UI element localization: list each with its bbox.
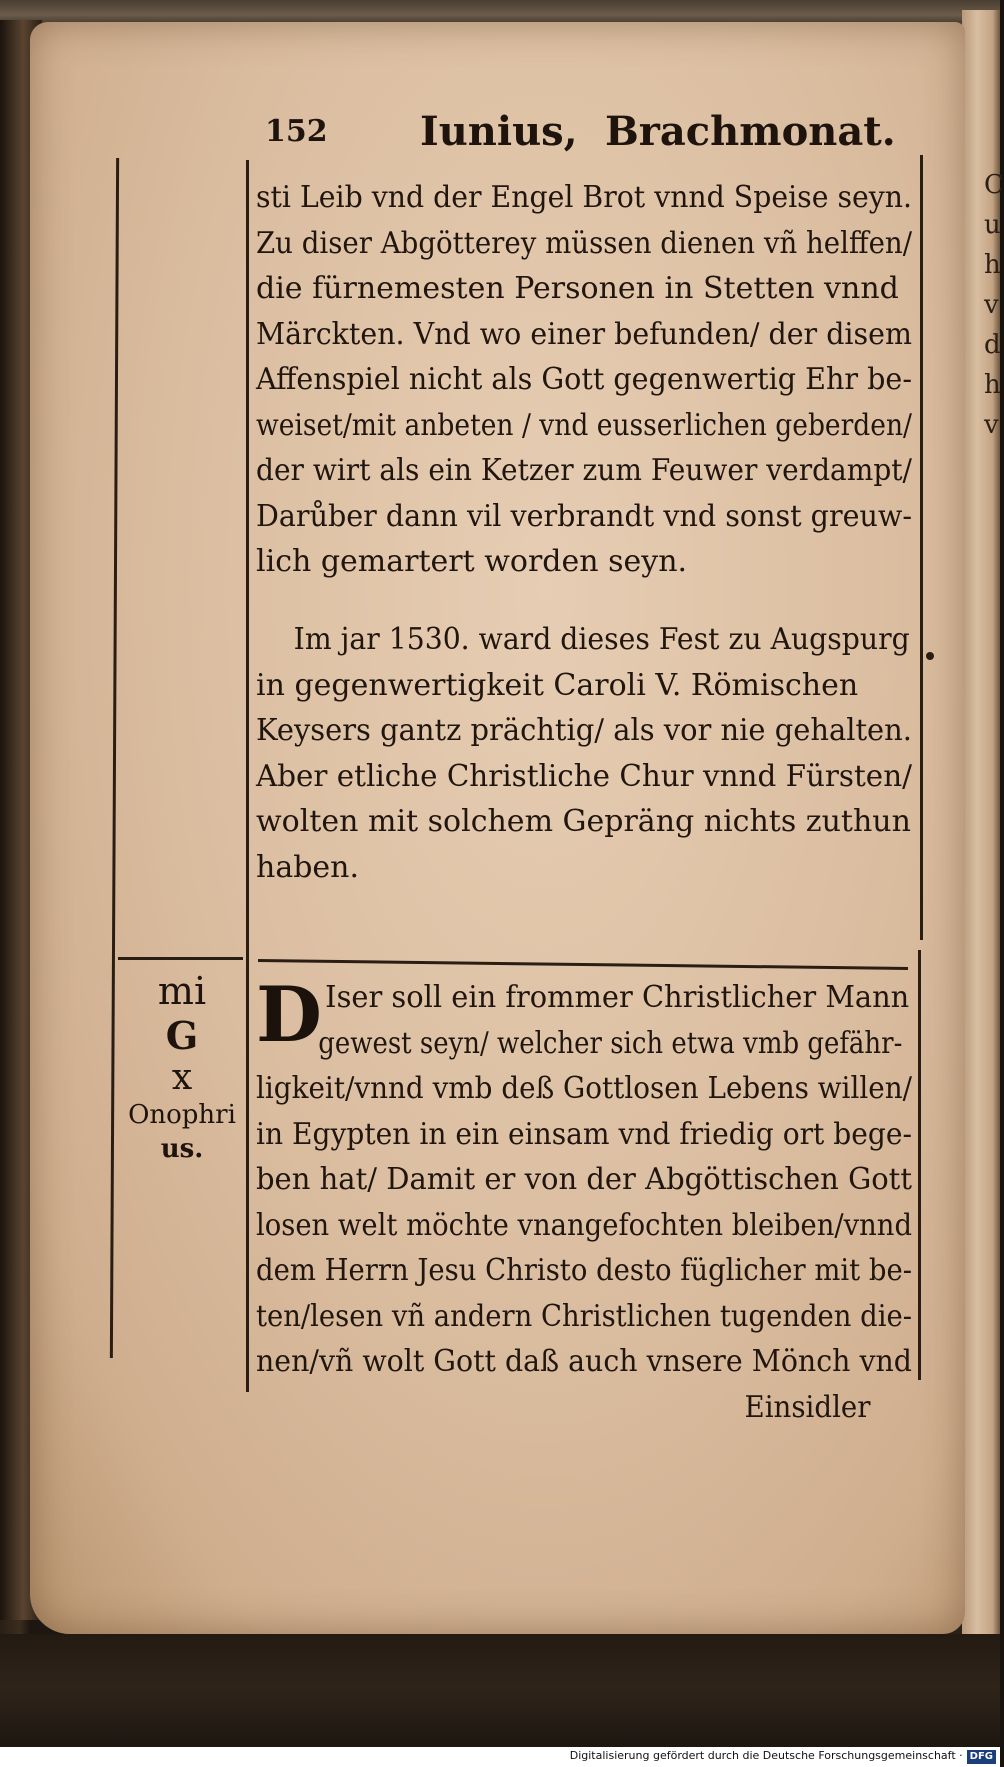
text-line: losen welt möchte vnangefochten bleiben/vnnd: [256, 1207, 912, 1243]
running-header: [265, 108, 896, 158]
credit-text: Digitalisierung gefördert durch die Deutsche Forschungsgemeinschaft ·: [569, 1749, 963, 1762]
page-number: 152: [265, 114, 328, 149]
text-line: Märckten. Vnd wo einer befunden/ der disem: [256, 316, 912, 352]
drop-capital: D: [256, 970, 322, 1059]
text-line: sti Leib vnd der Engel Brot vnnd Speise seyn.: [256, 180, 912, 215]
paragraph-augsburg-1530: [256, 617, 950, 890]
text-line: Keysers gantz prächtig/ als vor nie gehalten.: [256, 713, 912, 748]
margin-rule-inner: [246, 160, 249, 1392]
margin-day-numeral: x: [171, 1057, 193, 1098]
text-line: Im jar 1530. ward dieses Fest zu Augspurg: [293, 622, 910, 657]
paragraph-corpus-christi: [256, 175, 998, 585]
month-german: Brachmonat.: [605, 108, 896, 155]
text-line: haben.: [256, 849, 360, 885]
digitization-credit: [570, 1749, 996, 1764]
margin-saint-name-end: us.: [160, 1134, 204, 1164]
text-line: in Egypten in ein einsam vnd friedig ort bege-: [256, 1116, 912, 1152]
text-line: gewest seyn/ welcher sich etwa vmb gefähr-: [318, 1025, 903, 1061]
margin-weekday: mi: [157, 969, 207, 1013]
text-line: in gegenwertigkeit Caroli V. Römischen: [256, 667, 859, 703]
dfg-logo: DFG: [967, 1750, 996, 1764]
calendar-margin: [118, 968, 246, 1166]
text-line: lich gemartert worden seyn.: [256, 544, 688, 579]
text-line: Darůber dann vil verbrandt vnd sonst greuw-: [256, 498, 912, 534]
text-line: dem Herrn Jesu Christo desto füglicher mit be-: [256, 1253, 912, 1288]
text-line: der wirt als ein Ketzer zum Feuwer verdampt/: [256, 453, 912, 488]
text-line: Affenspiel nicht als Gott gegenwertig Ehr be-: [256, 362, 912, 397]
text-line: weiset/mit anbeten / vnd eusserlichen geberden/: [256, 407, 912, 443]
margin-dominical-letter: G: [165, 1013, 199, 1058]
next-page-edge-letters: C u h v d h v: [984, 170, 1004, 440]
text-line: ben hat/ Damit er von der Abgöttischen Gott: [256, 1162, 912, 1197]
text-line: ten/lesen vñ andern Christlichen tugenden die-: [256, 1298, 912, 1334]
paragraph-onophrius: [256, 970, 1001, 1430]
text-line: ligkeit/vnnd vmb deß Gottlosen Lebens willen/: [256, 1071, 912, 1106]
text-line: Iser soll ein frommer Christlicher Mann: [325, 980, 910, 1015]
margin-saint-name: Onophri: [128, 1100, 236, 1130]
text-line: Zu diser Abgötterey müssen dienen vñ helffen/: [256, 225, 912, 261]
text-line: nen/vñ wolt Gott daß auch vnsere Mönch vnd: [256, 1344, 912, 1379]
month-latin: Iunius,: [420, 108, 578, 155]
text-line: die fürnemesten Personen in Stetten vnnd: [256, 271, 899, 306]
section-divider-margin: [118, 957, 243, 960]
text-line: wolten mit solchem Gepräng nichts zuthun: [256, 804, 911, 839]
catchword: Einsidler: [744, 1389, 871, 1425]
text-line: Aber etliche Christliche Chur vnnd Fürsten/: [256, 758, 912, 794]
